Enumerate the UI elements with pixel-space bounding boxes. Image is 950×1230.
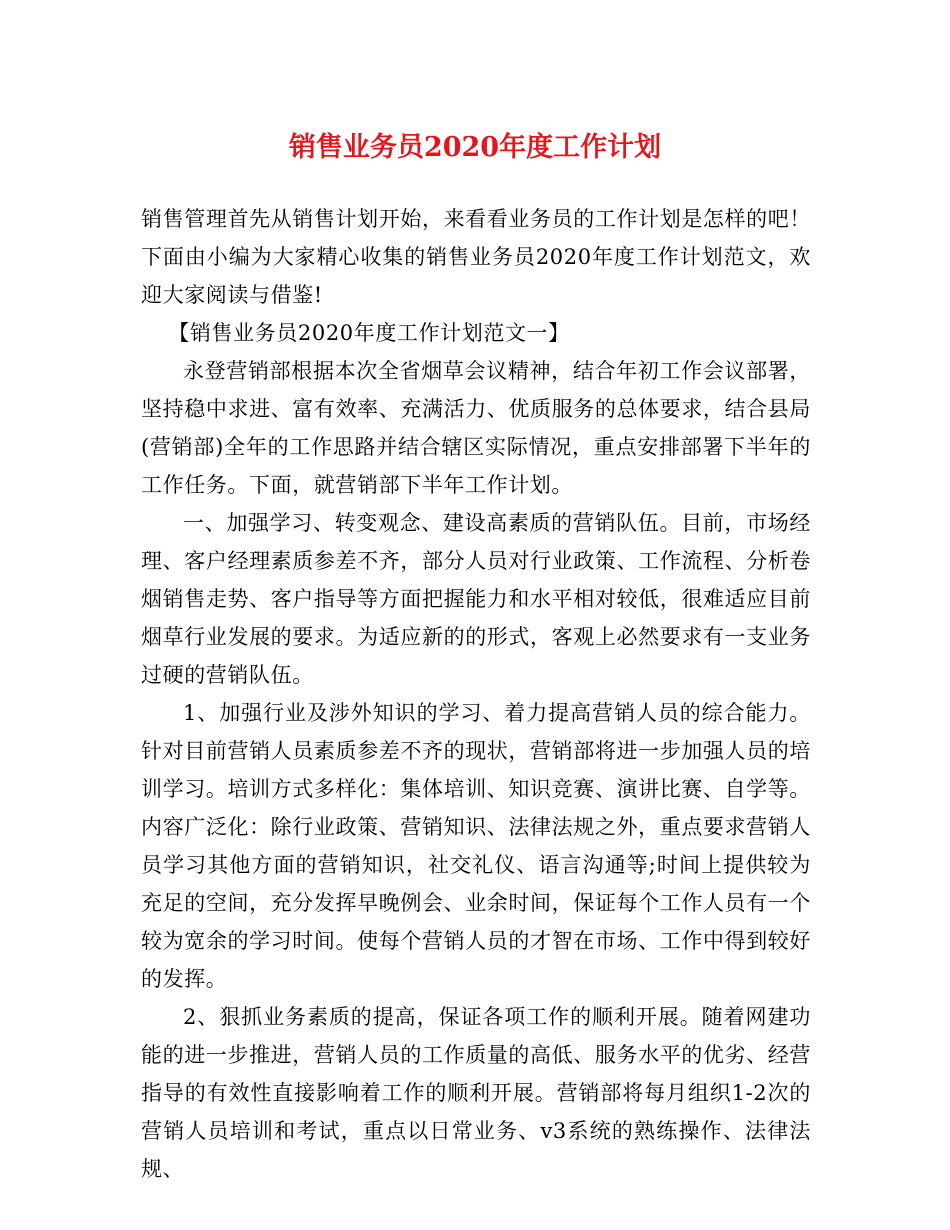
body-paragraph: 1、加强行业及涉外知识的学习、着力提高营销人员的综合能力。针对目前营销人员素质参差不齐的现状，营销部将进一步加强人员的培训学习。培训方式多样化：集体培训、知识竞赛、演讲比赛、自学等。内容广泛化：除行业政策、营销知识、法律法规之外，重点要求营销人员学习其他方面的营销知识，社交礼仪、语言沟通等;时间上提供较为充足的空间，充分发挥早晚例会、业余时间，保证每个工作人员有一个较为宽余的学习时间。使每个营销人员的才智在市场、工作中得到较好的发挥。 [141, 701, 811, 991]
body-paragraph: 一、加强学习、转变观念、建设高素质的营销队伍。目前，市场经理、客户经理素质参差不齐，部分人员对行业政策、工作流程、分析卷烟销售走势、客户指导等方面把握能力和水平相对较低，很难适应目前烟草行业发展的要求。为适应新的的形式，客观上必然要求有一支业务过硬的营销队伍。 [141, 511, 811, 687]
body-paragraph: 2、狠抓业务素质的提高，保证各项工作的顺利开展。随着网建功能的进一步推进，营销人员的工作质量的高低、服务水平的优劣、经营指导的有效性直接影响着工作的顺利开展。营销部将每月组织1-2次的营销人员培训和考试，重点以日常业务、v3系统的熟练操作、法律法规、 [141, 1005, 811, 1181]
body-paragraph: 永登营销部根据本次全省烟草会议精神，结合年初工作会议部署，坚持稳中求进、富有效率、充满活力、优质服务的总体要求，结合县局(营销部)全年的工作思路并结合辖区实际情况，重点安排部署下半年的工作任务。下面，就营销部下半年工作计划。 [141, 359, 811, 497]
section-heading: 【销售业务员2020年度工作计划范文一】 [168, 321, 570, 345]
document-title: 销售业务员2020年度工作计划 [288, 132, 662, 163]
document-body [141, 200, 811, 1188]
intro-paragraph: 销售管理首先从销售计划开始，来看看业务员的工作计划是怎样的吧！下面由小编为大家精心收集的销售业务员2020年度工作计划范文，欢迎大家阅读与借鉴! [141, 207, 811, 307]
